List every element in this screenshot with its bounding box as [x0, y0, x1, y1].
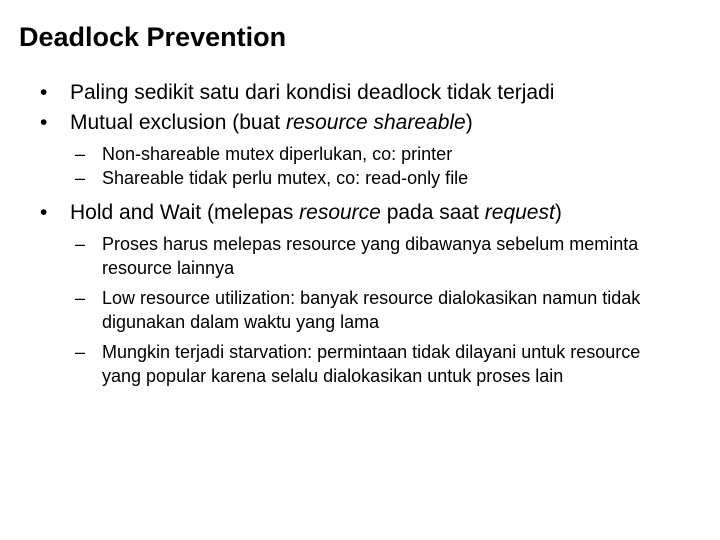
bullet-text: Paling sedikit satu dari kondisi deadlock tidak terjadi [70, 81, 555, 104]
bullet-icon: • [40, 201, 48, 224]
dash-icon: – [75, 144, 86, 164]
bullet-text-suffix: ) [554, 201, 562, 224]
sub-bullet-text: Low resource utilization: banyak resource dialokasikan namun tidak digunakan dalam waktu yang lama [102, 288, 641, 332]
subpoints-mutual-exclusion [40, 142, 705, 190]
sub-bullet-5 [75, 340, 705, 388]
bullet-text: Mutual exclusion (buat [70, 111, 286, 134]
dash-icon: – [75, 288, 86, 308]
slide-content [40, 78, 705, 388]
sub-bullet-4 [75, 286, 705, 334]
sub-bullet-text: Shareable tidak perlu mutex, co: read-only file [102, 168, 469, 188]
bullet-text-middle: pada saat [380, 201, 485, 224]
sub-bullet-text: Proses harus melepas resource yang dibawanya sebelum meminta resource lainnya [102, 234, 639, 278]
dash-icon: – [75, 234, 86, 254]
sub-bullet-text: Non-shareable mutex diperlukan, co: printer [102, 144, 453, 164]
sub-bullet-text: Mungkin terjadi starvation: permintaan tidak dilayani untuk resource yang popular karena selalu dialokasikan untuk proses lain [102, 342, 641, 386]
subpoints-hold-and-wait [40, 232, 705, 388]
slide-title: Deadlock Prevention [19, 22, 287, 52]
bullet-point-3 [40, 198, 705, 228]
dash-icon: – [75, 342, 86, 362]
sub-bullet-2 [75, 166, 705, 190]
sub-bullet-1 [75, 142, 705, 166]
bullet-text-italic-2: request [484, 201, 555, 224]
bullet-icon: • [40, 111, 48, 134]
bullet-text-italic: resource shareable [285, 111, 466, 134]
bullet-icon: • [40, 81, 48, 104]
bullet-text-suffix: ) [465, 111, 473, 134]
bullet-point-2 [40, 108, 705, 138]
bullet-text: Hold and Wait (melepas [70, 201, 300, 224]
bullet-text-italic: resource [299, 201, 381, 224]
dash-icon: – [75, 168, 86, 188]
sub-bullet-3 [75, 232, 705, 280]
bullet-point-1 [40, 78, 705, 108]
